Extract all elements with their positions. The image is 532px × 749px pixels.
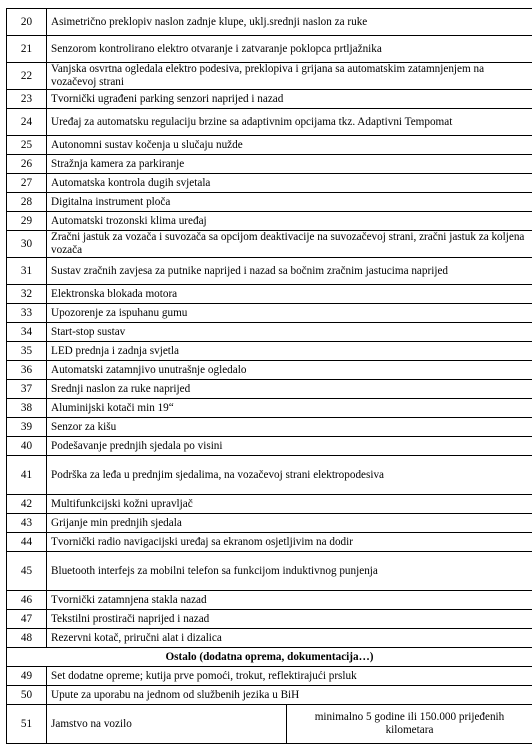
row-number: 35	[7, 342, 47, 361]
table-row	[7, 361, 532, 380]
row-number: 26	[7, 155, 47, 174]
row-description: Autonomni sustav kočenja u slučaju nužde	[47, 136, 532, 155]
table-row	[7, 174, 532, 193]
row-number: 32	[7, 285, 47, 304]
row-description: Zračni jastuk za vozača i suvozača sa opcijom deaktivacije na suvozačevoj strani, zračni jastuk za koljena vozača	[47, 231, 532, 258]
row-number: 39	[7, 418, 47, 437]
row-number: 51	[7, 705, 47, 744]
row-description: Automatski zatamnjivo unutrašnje ogledalo	[47, 361, 532, 380]
row-description: LED prednja i zadnja svjetla	[47, 342, 532, 361]
row-description: Elektronska blokada motora	[47, 285, 532, 304]
table-row	[7, 437, 532, 456]
table-row	[7, 193, 532, 212]
row-number: 49	[7, 667, 47, 686]
table-row	[7, 155, 532, 174]
table-row	[7, 90, 532, 109]
section-header-row	[7, 648, 532, 667]
row-number: 47	[7, 610, 47, 629]
table-row	[7, 591, 532, 610]
row-number: 27	[7, 174, 47, 193]
row-description: Srednji naslon za ruke naprijed	[47, 380, 532, 399]
row-number: 50	[7, 686, 47, 705]
row-description: Podrška za leđa u prednjim sjedalima, na vozačevoj strani elektropodesiva	[47, 456, 532, 495]
row-number: 46	[7, 591, 47, 610]
table-row	[7, 342, 532, 361]
row-number: 45	[7, 552, 47, 591]
warranty-label: Jamstvo na vozilo	[47, 705, 287, 744]
row-description: Vanjska osvrtna ogledala elektro podesiva, preklopiva i grijana sa automatskim zatamnjenjem na vozačevoj strani	[47, 63, 532, 90]
table-row	[7, 380, 532, 399]
section-header: Ostalo (dodatna oprema, dokumentacija…)	[7, 648, 532, 667]
row-description: Aluminijski kotači min 19“	[47, 399, 532, 418]
row-number: 33	[7, 304, 47, 323]
row-number: 44	[7, 533, 47, 552]
warranty-row	[7, 705, 532, 744]
table-row	[7, 109, 532, 136]
row-description: Senzorom kontrolirano elektro otvaranje i zatvaranje poklopca prtljažnika	[47, 36, 532, 63]
specification-table-container	[6, 8, 532, 744]
warranty-value: minimalno 5 godine ili 150.000 prijeđenih kilometara	[287, 705, 532, 744]
table-row	[7, 418, 532, 437]
row-description: Stražnja kamera za parkiranje	[47, 155, 532, 174]
row-number: 38	[7, 399, 47, 418]
row-number: 24	[7, 109, 47, 136]
row-description: Start-stop sustav	[47, 323, 532, 342]
row-description: Multifunkcijski kožni upravljač	[47, 495, 532, 514]
table-row	[7, 495, 532, 514]
row-description: Tvornički ugrađeni parking senzori naprijed i nazad	[47, 90, 532, 109]
table-row	[7, 63, 532, 90]
table-row	[7, 686, 532, 705]
row-description: Upute za uporabu na jednom od službenih jezika u BiH	[47, 686, 532, 705]
row-number: 22	[7, 63, 47, 90]
row-number: 30	[7, 231, 47, 258]
row-number: 28	[7, 193, 47, 212]
row-number: 40	[7, 437, 47, 456]
row-description: Automatska kontrola dugih svjetala	[47, 174, 532, 193]
row-description: Sustav zračnih zavjesa za putnike naprijed i nazad sa bočnim zračnim jastucima naprijed	[47, 258, 532, 285]
table-row	[7, 629, 532, 648]
row-description: Digitalna instrument ploča	[47, 193, 532, 212]
row-number: 23	[7, 90, 47, 109]
row-number: 31	[7, 258, 47, 285]
row-description: Asimetrično preklopiv naslon zadnje klupe, uklj.srednji naslon za ruke	[47, 9, 532, 36]
row-description: Set dodatne opreme; kutija prve pomoći, trokut, reflektirajući prsluk	[47, 667, 532, 686]
row-description: Podešavanje prednjih sjedala po visini	[47, 437, 532, 456]
row-description: Tvornički radio navigacijski uređaj sa ekranom osjetljivim na dodir	[47, 533, 532, 552]
table-row	[7, 533, 532, 552]
row-description: Tekstilni prostirači naprijed i nazad	[47, 610, 532, 629]
row-description: Tvornički zatamnjena stakla nazad	[47, 591, 532, 610]
row-number: 41	[7, 456, 47, 495]
row-number: 42	[7, 495, 47, 514]
row-description: Uređaj za automatsku regulaciju brzine sa adaptivnim opcijama tkz. Adaptivni Tempomat	[47, 109, 532, 136]
specification-table-body	[7, 9, 532, 744]
table-row	[7, 36, 532, 63]
table-row	[7, 610, 532, 629]
row-description: Upozorenje za ispuhanu gumu	[47, 304, 532, 323]
table-row	[7, 258, 532, 285]
specification-table	[6, 8, 532, 744]
row-description: Bluetooth interfejs za mobilni telefon sa funkcijom induktivnog punjenja	[47, 552, 532, 591]
table-row	[7, 9, 532, 36]
table-row	[7, 552, 532, 591]
table-row	[7, 456, 532, 495]
row-description: Rezervni kotač, priručni alat i dizalica	[47, 629, 532, 648]
row-description: Automatski trozonski klima uređaj	[47, 212, 532, 231]
row-number: 25	[7, 136, 47, 155]
table-row	[7, 285, 532, 304]
row-number: 34	[7, 323, 47, 342]
row-number: 37	[7, 380, 47, 399]
table-row	[7, 667, 532, 686]
row-number: 21	[7, 36, 47, 63]
row-description: Grijanje min prednjih sjedala	[47, 514, 532, 533]
table-row	[7, 231, 532, 258]
table-row	[7, 304, 532, 323]
table-row	[7, 514, 532, 533]
row-number: 36	[7, 361, 47, 380]
table-row	[7, 212, 532, 231]
table-row	[7, 323, 532, 342]
row-number: 20	[7, 9, 47, 36]
table-row	[7, 136, 532, 155]
table-row	[7, 399, 532, 418]
row-number: 29	[7, 212, 47, 231]
row-number: 48	[7, 629, 47, 648]
row-number: 43	[7, 514, 47, 533]
row-description: Senzor za kišu	[47, 418, 532, 437]
